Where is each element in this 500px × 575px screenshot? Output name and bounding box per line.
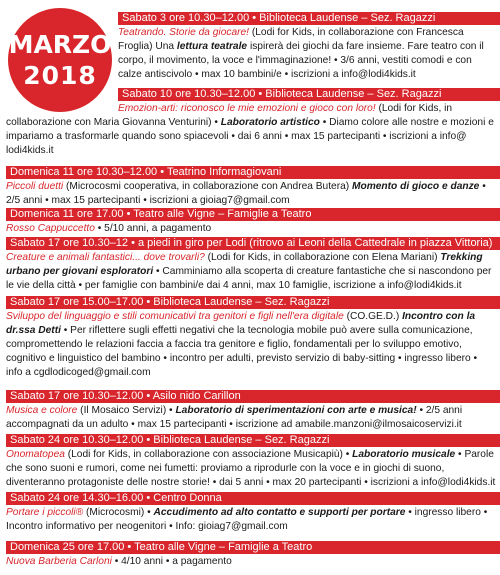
event-title: Sviluppo del linguaggio e stili comunicativi tra genitori e figli nell'era digitale bbox=[6, 311, 344, 322]
event-body bbox=[6, 506, 496, 534]
event-header: Sabato 17 ore 10.30–12 • a piedi in giro per Lodi (ritrovo ai Leoni della Cattedrale in piazza Vittoria) bbox=[6, 237, 500, 250]
event-header: Sabato 17 ore 10.30–12.00 • Asilo nido Carillon bbox=[6, 390, 500, 403]
event-text-rest: • Per riflettere sugli effetti negativi che la tecnologia mobile può avere sulla comunicazione, compromettendo le relazioni faccia a faccia tra genitore e figlio, fondamentali per lo sviluppo emotivo, cognitivo e linguistico del bambino • incontro per adulti, previsto servizio di baby-sitting • ingresso libero • info a cgdlodicoged@gmail.com bbox=[6, 325, 478, 378]
month-badge bbox=[8, 8, 112, 112]
event-body bbox=[6, 448, 496, 490]
event-body bbox=[6, 310, 496, 380]
event-header: Sabato 24 ore 14.30–16.00 • Centro Donna bbox=[6, 492, 500, 505]
event-title: Nuova Barberia Carloni bbox=[6, 556, 112, 567]
event-text: (Lodi for Kids, in collaborazione con Francesca Froglia) Una bbox=[118, 27, 464, 52]
event-body bbox=[6, 102, 496, 158]
badge-year: 2018 bbox=[23, 61, 97, 90]
event-body bbox=[6, 251, 496, 293]
event-text-rest: • ingresso libero • Incontro informativo per neogenitori • Info: gioiag7@gmail.com bbox=[6, 507, 488, 532]
event-text: (CO.GE.D.) bbox=[343, 311, 403, 322]
event-highlight: Accudimento ad alto contatto e supporti per portare bbox=[153, 507, 406, 518]
event-body bbox=[118, 26, 496, 82]
event-highlight: Incontro con la dr.ssa Detti bbox=[6, 311, 476, 336]
event-highlight: Trekking urbano per giovani esploratori bbox=[6, 252, 483, 277]
event-highlight: Laboratorio musicale bbox=[352, 449, 456, 460]
event-text: (Lodi for Kids, in collaborazione con Maria Giovanna Venturini) • bbox=[6, 103, 453, 128]
event-highlight: Momento di gioco e danze bbox=[352, 181, 480, 192]
event-body bbox=[6, 180, 496, 208]
event-header: Domenica 11 ore 17.00 • Teatro alle Vigne – Famiglie a Teatro bbox=[6, 208, 500, 221]
event-title: Portare i piccoli® bbox=[6, 507, 84, 518]
event-title: Onomatopea bbox=[6, 449, 65, 460]
event-title: Piccoli duetti bbox=[6, 181, 64, 192]
event-title: Rosso Cappuccetto bbox=[6, 223, 95, 234]
event-body bbox=[6, 222, 496, 236]
event-text-rest: • 2/5 anni accompagnati da un adulto • max 15 partecipanti • iscrizione ad amabile.manzoni@ilmosaicoservizi.it bbox=[6, 405, 463, 430]
event-title: Creature e animali fantastici... dove trovarli? bbox=[6, 252, 205, 263]
event-text: (Lodi for Kids, in collaborazione con associazione Musicapiù) • bbox=[64, 449, 353, 460]
event-body bbox=[6, 555, 496, 569]
event-header: Sabato 10 ore 10.30–12.00 • Biblioteca Laudense – Sez. Ragazzi bbox=[118, 88, 500, 101]
event-title: Teatrando. Storie da giocare! bbox=[118, 27, 250, 38]
event-header: Sabato 3 ore 10.30–12.00 • Biblioteca Laudense – Sez. Ragazzi bbox=[118, 12, 500, 25]
event-text-rest: • Diamo colore alle nostre e mozioni e impariamo a trasformarle quando sono spiacevoli • dai 6 anni • max 15 partecipanti • iscrizioni a info@ lodi4kids.it bbox=[6, 117, 494, 156]
event-text-rest: • Camminiamo alla scoperta di creature fantastiche che si nascondono per le vie della città • per famiglie con bambini/e dai 4 anni, max 10 famiglie, iscrizione a info@lodi4kids.it bbox=[6, 266, 492, 291]
event-title: Musica e colore bbox=[6, 405, 78, 416]
event-text: (Il Mosaico Servizi) • bbox=[77, 405, 176, 416]
event-body bbox=[6, 404, 496, 432]
event-text-rest: • 2/5 anni • max 15 partecipanti • iscrizioni a gioiag7@gmail.com bbox=[6, 181, 486, 206]
event-highlight: Laboratorio artistico bbox=[220, 117, 320, 128]
event-text: • 5/10 anni, a pagamento bbox=[94, 223, 212, 234]
event-text: (Microcosmi cooperativa, in collaborazione con Andrea Butera) bbox=[63, 181, 352, 192]
event-header: Domenica 11 ore 10.30–12.00 • Teatrino Informagiovani bbox=[6, 166, 500, 179]
badge-month: MARZO bbox=[8, 30, 112, 59]
event-header: Domenica 25 ore 17.00 • Teatro alle Vigne – Famiglie a Teatro bbox=[6, 541, 500, 554]
event-text-rest: ispirerà dei giochi da fare insieme. Fare teatro con il corpo, il movimento, la voce e l'immaginazione! • 3/6 anni, vestiti comodi e con calze antiscivolo • max 10 bambini/e • iscrizioni a info@lodi4kids.it bbox=[118, 41, 484, 80]
event-text-rest: • Parole che sono suoni e rumori, come nei fumetti: proviamo a riprodurle con la voce e in giochi di suono, diventeranno protagoniste delle nostre storie! • dai 5 anni • max 20 partecipanti • iscrizioni a info@lodi4kids.it bbox=[6, 449, 496, 488]
event-header: Sabato 24 ore 10.30–12.00 • Biblioteca Laudense – Sez. Ragazzi bbox=[6, 434, 500, 447]
event-text: • 4/10 anni • a pagamento bbox=[111, 556, 232, 567]
event-highlight: Laboratorio di sperimentazioni con arte e musica! bbox=[175, 405, 417, 416]
event-highlight: lettura teatrale bbox=[176, 41, 248, 52]
event-text: (Microcosmi) • bbox=[83, 507, 154, 518]
event-title: Emozion-arti: riconosco le mie emozioni e gioco con loro! bbox=[118, 103, 376, 114]
event-header: Sabato 17 ore 15.00–17.00 • Biblioteca Laudense – Sez. Ragazzi bbox=[6, 296, 500, 309]
event-text: (Lodi for Kids, in collaborazione con Elena Mariani) bbox=[204, 252, 441, 263]
